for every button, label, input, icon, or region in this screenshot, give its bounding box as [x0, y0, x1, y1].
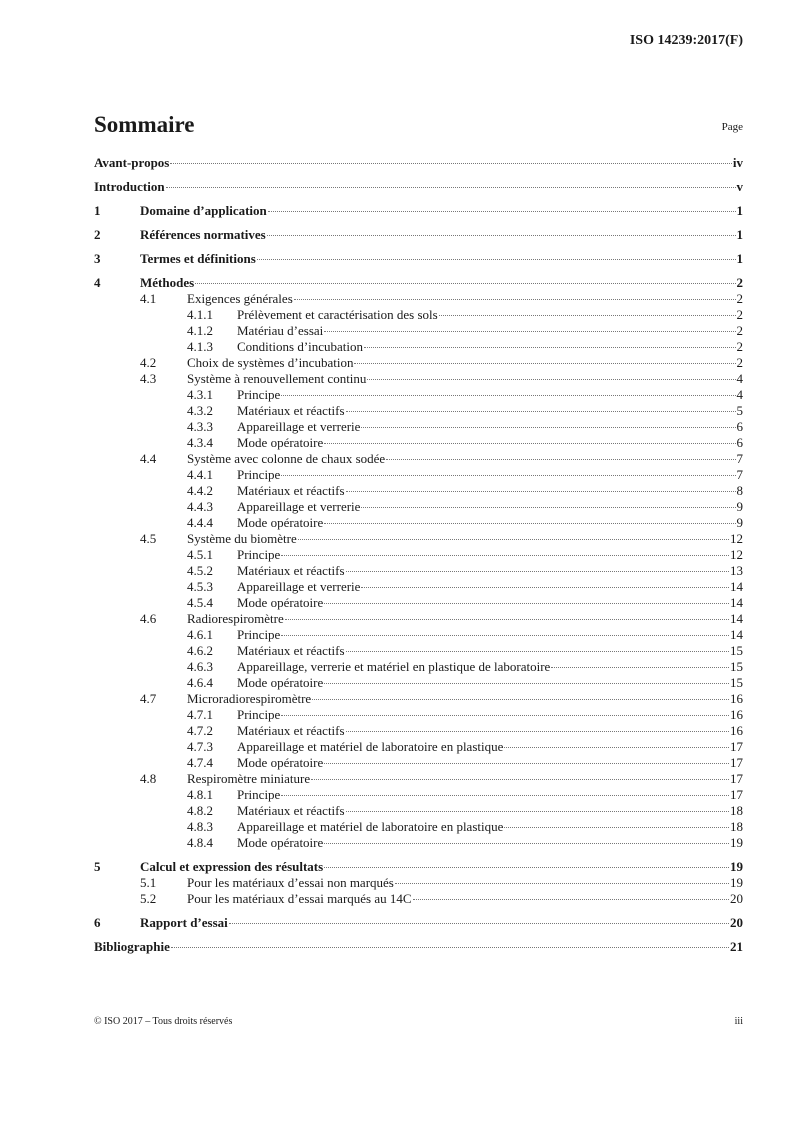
toc-entry[interactable] [94, 675, 743, 691]
toc-entry-number: 4.6.1 [187, 627, 213, 642]
dot-leader [367, 379, 735, 380]
toc-entry[interactable] [94, 579, 743, 595]
dot-leader [281, 795, 729, 796]
dot-leader [281, 475, 735, 476]
toc-entry-title[interactable]: Appareillage, verrerie et matériel en plastique de laboratoire [237, 659, 551, 674]
toc-entry[interactable] [94, 611, 743, 627]
toc-entry-number: 4.7.1 [187, 707, 213, 722]
toc-entry-page[interactable]: 5 [736, 403, 743, 418]
toc-entry-number: 4.6.3 [187, 659, 213, 674]
toc-entry-number: 4.5.1 [187, 547, 213, 562]
toc-entry-number: 4.5.4 [187, 595, 213, 610]
toc-entry[interactable] [94, 403, 743, 419]
toc-entry-page[interactable]: 16 [730, 691, 743, 706]
toc-entry-title[interactable]: Pour les matériaux d’essai marqués au 14C [187, 891, 412, 906]
page-number: iii [734, 1016, 743, 1027]
toc-entry-number: 4.8.4 [187, 835, 213, 850]
toc-entry[interactable] [94, 467, 743, 483]
toc-entry-title[interactable]: Mode opératoire [237, 675, 324, 690]
toc-entry-page[interactable]: 6 [736, 435, 743, 450]
toc-entry-page[interactable]: 14 [730, 579, 743, 594]
dot-leader [311, 779, 729, 780]
page-title: Sommaire [94, 112, 195, 137]
toc-entry-title[interactable]: Principe [237, 387, 281, 402]
toc-entry[interactable] [94, 435, 743, 451]
toc-entry-title[interactable]: Méthodes [140, 275, 195, 290]
toc-entry-title[interactable]: Système avec colonne de chaux sodée [187, 451, 386, 466]
toc-entry-title[interactable]: Références normatives [140, 227, 266, 242]
toc-entry-page[interactable]: 14 [730, 595, 743, 610]
toc-entry-title[interactable]: Appareillage et matériel de laboratoire en plastique [237, 739, 504, 754]
toc-entry-number: 4.3.2 [187, 403, 213, 418]
dot-leader [268, 211, 736, 212]
dot-leader [281, 555, 729, 556]
toc-entry-title[interactable]: Appareillage et verrerie [237, 419, 361, 434]
toc-entry-page[interactable]: 2 [736, 275, 743, 290]
toc-entry-page[interactable]: 20 [730, 915, 743, 930]
toc-entry-number: 4.6.2 [187, 643, 213, 658]
toc-entry[interactable] [94, 659, 743, 675]
toc-entry[interactable] [94, 355, 743, 371]
toc-entry-number: 4.8 [140, 771, 157, 786]
toc-entry-title[interactable]: Principe [237, 787, 281, 802]
toc-entry-page[interactable]: 12 [730, 531, 743, 546]
toc-entry-title[interactable]: Mode opératoire [237, 515, 324, 530]
toc-entry-page[interactable]: 2 [736, 307, 743, 322]
toc-entry-number: 6 [94, 915, 101, 930]
dot-leader [166, 187, 736, 188]
toc-entry-title[interactable]: Appareillage et verrerie [237, 579, 361, 594]
toc-entry-number: 4.4.4 [187, 515, 213, 530]
toc-entry-page[interactable]: 17 [730, 771, 743, 786]
toc-entry[interactable] [94, 339, 743, 355]
dot-leader [324, 443, 735, 444]
dot-leader [439, 315, 736, 316]
page-column-label: Page [721, 121, 743, 133]
toc-entry-page[interactable]: 17 [730, 787, 743, 802]
toc-entry-page[interactable]: 2 [736, 291, 743, 306]
page-footer [94, 1016, 743, 1027]
toc-entry-page[interactable]: 4 [736, 387, 743, 402]
toc-entry[interactable] [94, 691, 743, 707]
dot-leader [285, 619, 729, 620]
toc-entry-page[interactable]: 7 [736, 467, 743, 482]
toc-entry-page[interactable]: 2 [736, 355, 743, 370]
toc-entry-number: 4.5.3 [187, 579, 213, 594]
dot-leader [324, 603, 729, 604]
toc-entry[interactable] [94, 819, 743, 835]
toc-entry-number: 4.1.1 [187, 307, 213, 322]
dot-leader [298, 539, 729, 540]
dot-leader [324, 523, 735, 524]
toc-entry-number: 4.5 [140, 531, 157, 546]
toc-entry-number: 4 [94, 275, 101, 290]
toc-entry-number: 4.3.3 [187, 419, 213, 434]
toc-entry-title[interactable]: Prélèvement et caractérisation des sols [237, 307, 438, 322]
toc-entry-page[interactable]: 9 [736, 499, 743, 514]
dot-leader [361, 507, 735, 508]
toc-entry[interactable] [94, 371, 743, 387]
toc-entry[interactable] [94, 499, 743, 515]
dot-leader [324, 683, 729, 684]
toc-entry-page[interactable]: 15 [730, 675, 743, 690]
toc-entry-number: 4.8.3 [187, 819, 213, 834]
dot-leader [395, 883, 729, 884]
toc-entry-title[interactable]: Bibliographie [94, 939, 170, 954]
toc-entry[interactable] [94, 203, 743, 219]
toc-entry-title[interactable]: Matériaux et réactifs [237, 723, 345, 738]
toc-entry-number: 4.7 [140, 691, 157, 706]
toc-entry[interactable] [94, 707, 743, 723]
toc-entry-number: 4.7.3 [187, 739, 213, 754]
toc-entry[interactable] [94, 771, 743, 787]
toc-entry-page[interactable]: 19 [730, 859, 743, 874]
dot-leader [170, 163, 732, 164]
toc-entry-title[interactable]: Système du biomètre [187, 531, 297, 546]
toc-entry-page[interactable]: 17 [730, 755, 743, 770]
dot-leader [354, 363, 735, 364]
toc-entry-page[interactable]: 18 [730, 819, 743, 834]
toc-entry-number: 4.4.3 [187, 499, 213, 514]
toc-entry-page[interactable]: 19 [730, 875, 743, 890]
dot-leader [346, 571, 729, 572]
dot-leader [294, 299, 736, 300]
toc-entry-title[interactable]: Introduction [94, 179, 165, 194]
toc-entry[interactable] [94, 939, 743, 955]
dot-leader [413, 899, 729, 900]
dot-leader [346, 811, 729, 812]
toc-entry-number: 4.1.3 [187, 339, 213, 354]
toc-entry-page[interactable]: 20 [730, 891, 743, 906]
dot-leader [229, 923, 729, 924]
toc-entry-number: 4.1.2 [187, 323, 213, 338]
dot-leader [346, 411, 736, 412]
toc-entry[interactable] [94, 307, 743, 323]
toc-entry[interactable] [94, 755, 743, 771]
toc-entry-title[interactable]: Appareillage et verrerie [237, 499, 361, 514]
toc-entry-page[interactable]: v [736, 179, 743, 194]
toc-entry[interactable] [94, 275, 743, 291]
toc-entry-page[interactable]: 18 [730, 803, 743, 818]
toc-entry[interactable] [94, 251, 743, 267]
toc-entry-number: 4.4.1 [187, 467, 213, 482]
toc-entry[interactable] [94, 179, 743, 195]
toc-entry-title[interactable]: Termes et définitions [140, 251, 256, 266]
dot-leader [346, 731, 729, 732]
toc-entry-page[interactable]: 19 [730, 835, 743, 850]
dot-leader [312, 699, 729, 700]
dot-leader [504, 827, 729, 828]
toc-entry-title[interactable]: Appareillage et matériel de laboratoire en plastique [237, 819, 504, 834]
toc-entry-number: 3 [94, 251, 101, 266]
toc-entry-title[interactable]: Principe [237, 467, 281, 482]
toc-entry-title[interactable]: Mode opératoire [237, 435, 324, 450]
toc-entry-page[interactable]: 2 [736, 339, 743, 354]
dot-leader [195, 283, 735, 284]
toc-entry-number: 4.5.2 [187, 563, 213, 578]
toc-entry[interactable] [94, 547, 743, 563]
toc-entry-title[interactable]: Principe [237, 547, 281, 562]
toc-entry-title[interactable]: Calcul et expression des résultats [140, 859, 324, 874]
toc-entry-title[interactable]: Principe [237, 627, 281, 642]
toc-entry-page[interactable]: 2 [736, 323, 743, 338]
toc-entry[interactable] [94, 323, 743, 339]
toc-entry-title[interactable]: Pour les matériaux d’essai non marqués [187, 875, 394, 890]
toc-entry-title[interactable]: Matériaux et réactifs [237, 643, 345, 658]
dot-leader [346, 651, 729, 652]
toc-entry-page[interactable]: 1 [736, 203, 743, 218]
toc-entry[interactable] [94, 291, 743, 307]
toc-entry-page[interactable]: 15 [730, 659, 743, 674]
toc-entry-title[interactable]: Mode opératoire [237, 755, 324, 770]
toc-entry[interactable] [94, 787, 743, 803]
toc-entry-number: 2 [94, 227, 101, 242]
toc-entry[interactable] [94, 595, 743, 611]
dot-leader [346, 491, 736, 492]
toc-entry-page[interactable]: 8 [736, 483, 743, 498]
toc-entry-page[interactable]: iv [732, 155, 743, 170]
dot-leader [504, 747, 729, 748]
toc-entry[interactable] [94, 803, 743, 819]
dot-leader [267, 235, 736, 236]
toc-entry[interactable] [94, 563, 743, 579]
toc-entry[interactable] [94, 643, 743, 659]
toc-entry-number: 4.3 [140, 371, 157, 386]
toc-entry-number: 5.2 [140, 891, 157, 906]
toc-entry-page[interactable]: 14 [730, 627, 743, 642]
toc-entry-number: 4.8.2 [187, 803, 213, 818]
toc-entry-page[interactable]: 15 [730, 643, 743, 658]
toc-entry[interactable] [94, 531, 743, 547]
toc-entry-number: 4.6 [140, 611, 157, 626]
toc-entry[interactable] [94, 227, 743, 243]
toc-entry-title[interactable]: Avant-propos [94, 155, 170, 170]
table-of-contents [94, 155, 743, 955]
toc-entry-title[interactable]: Rapport d’essai [140, 915, 228, 930]
toc-entry-title[interactable]: Domaine d’application [140, 203, 267, 218]
toc-entry-number: 4.1 [140, 291, 157, 306]
dot-leader [281, 715, 729, 716]
dot-leader [361, 587, 729, 588]
toc-entry[interactable] [94, 627, 743, 643]
toc-entry-title[interactable]: Exigences générales [187, 291, 293, 306]
toc-entry-page[interactable]: 12 [730, 547, 743, 562]
toc-entry[interactable] [94, 723, 743, 739]
toc-entry-page[interactable]: 16 [730, 707, 743, 722]
toc-entry[interactable] [94, 739, 743, 755]
toc-entry[interactable] [94, 387, 743, 403]
toc-entry-title[interactable]: Mode opératoire [237, 595, 324, 610]
toc-entry-title[interactable]: Choix de systèmes d’incubation [187, 355, 354, 370]
toc-entry-page[interactable]: 1 [736, 227, 743, 242]
toc-entry-title[interactable]: Matériaux et réactifs [237, 403, 345, 418]
toc-entry-page[interactable]: 7 [736, 451, 743, 466]
toc-entry-number: 1 [94, 203, 101, 218]
dot-leader [281, 635, 729, 636]
dot-leader [551, 667, 729, 668]
toc-entry[interactable] [94, 155, 743, 171]
toc-entry-number: 4.7.2 [187, 723, 213, 738]
toc-entry-number: 4.8.1 [187, 787, 213, 802]
toc-entry-title[interactable]: Respiromètre miniature [187, 771, 311, 786]
dot-leader [364, 347, 735, 348]
toc-entry-title[interactable]: Système à renouvellement continu [187, 371, 367, 386]
toc-entry-title[interactable]: Radiorespiromètre [187, 611, 284, 626]
toc-entry-number: 5 [94, 859, 101, 874]
toc-entry-title[interactable]: Conditions d’incubation [237, 339, 364, 354]
toc-entry[interactable] [94, 451, 743, 467]
dot-leader [361, 427, 735, 428]
dot-leader [324, 763, 729, 764]
toc-entry-number: 4.6.4 [187, 675, 213, 690]
toc-entry-number: 4.4 [140, 451, 157, 466]
toc-entry-page[interactable]: 9 [736, 515, 743, 530]
toc-entry[interactable] [94, 859, 743, 875]
toc-entry-number: 4.7.4 [187, 755, 213, 770]
toc-entry[interactable] [94, 483, 743, 499]
dot-leader [171, 947, 729, 948]
toc-entry-number: 4.3.1 [187, 387, 213, 402]
toc-entry-page[interactable]: 17 [730, 739, 743, 754]
toc-entry[interactable] [94, 891, 743, 907]
dot-leader [324, 843, 729, 844]
toc-entry-title[interactable]: Microradiorespiromètre [187, 691, 312, 706]
dot-leader [386, 459, 735, 460]
dot-leader [257, 259, 736, 260]
toc-entry-number: 5.1 [140, 875, 157, 890]
dot-leader [324, 867, 729, 868]
toc-entry[interactable] [94, 875, 743, 891]
toc-entry-title[interactable]: Principe [237, 707, 281, 722]
toc-entry-number: 4.3.4 [187, 435, 213, 450]
toc-entry-title[interactable]: Matériaux et réactifs [237, 563, 345, 578]
copyright-notice: © ISO 2017 – Tous droits réservés [94, 1016, 233, 1027]
toc-entry[interactable] [94, 419, 743, 435]
toc-entry-title[interactable]: Mode opératoire [237, 835, 324, 850]
toc-entry-page[interactable]: 14 [730, 611, 743, 626]
toc-entry-page[interactable]: 4 [736, 371, 743, 386]
toc-entry-title[interactable]: Matériaux et réactifs [237, 483, 345, 498]
toc-entry-page[interactable]: 13 [730, 563, 743, 578]
toc-entry-page[interactable]: 1 [736, 251, 743, 266]
toc-entry-page[interactable]: 16 [730, 723, 743, 738]
toc-entry-number: 4.4.2 [187, 483, 213, 498]
toc-entry-page[interactable]: 21 [730, 939, 743, 954]
toc-entry-page[interactable]: 6 [736, 419, 743, 434]
toc-entry[interactable] [94, 835, 743, 851]
toc-entry-number: 4.2 [140, 355, 157, 370]
toc-entry[interactable] [94, 515, 743, 531]
toc-entry[interactable] [94, 915, 743, 931]
dot-leader [281, 395, 735, 396]
toc-entry-title[interactable]: Matériau d’essai [237, 323, 324, 338]
document-id: ISO 14239:2017(F) [629, 33, 743, 48]
toc-entry-title[interactable]: Matériaux et réactifs [237, 803, 345, 818]
dot-leader [324, 331, 735, 332]
